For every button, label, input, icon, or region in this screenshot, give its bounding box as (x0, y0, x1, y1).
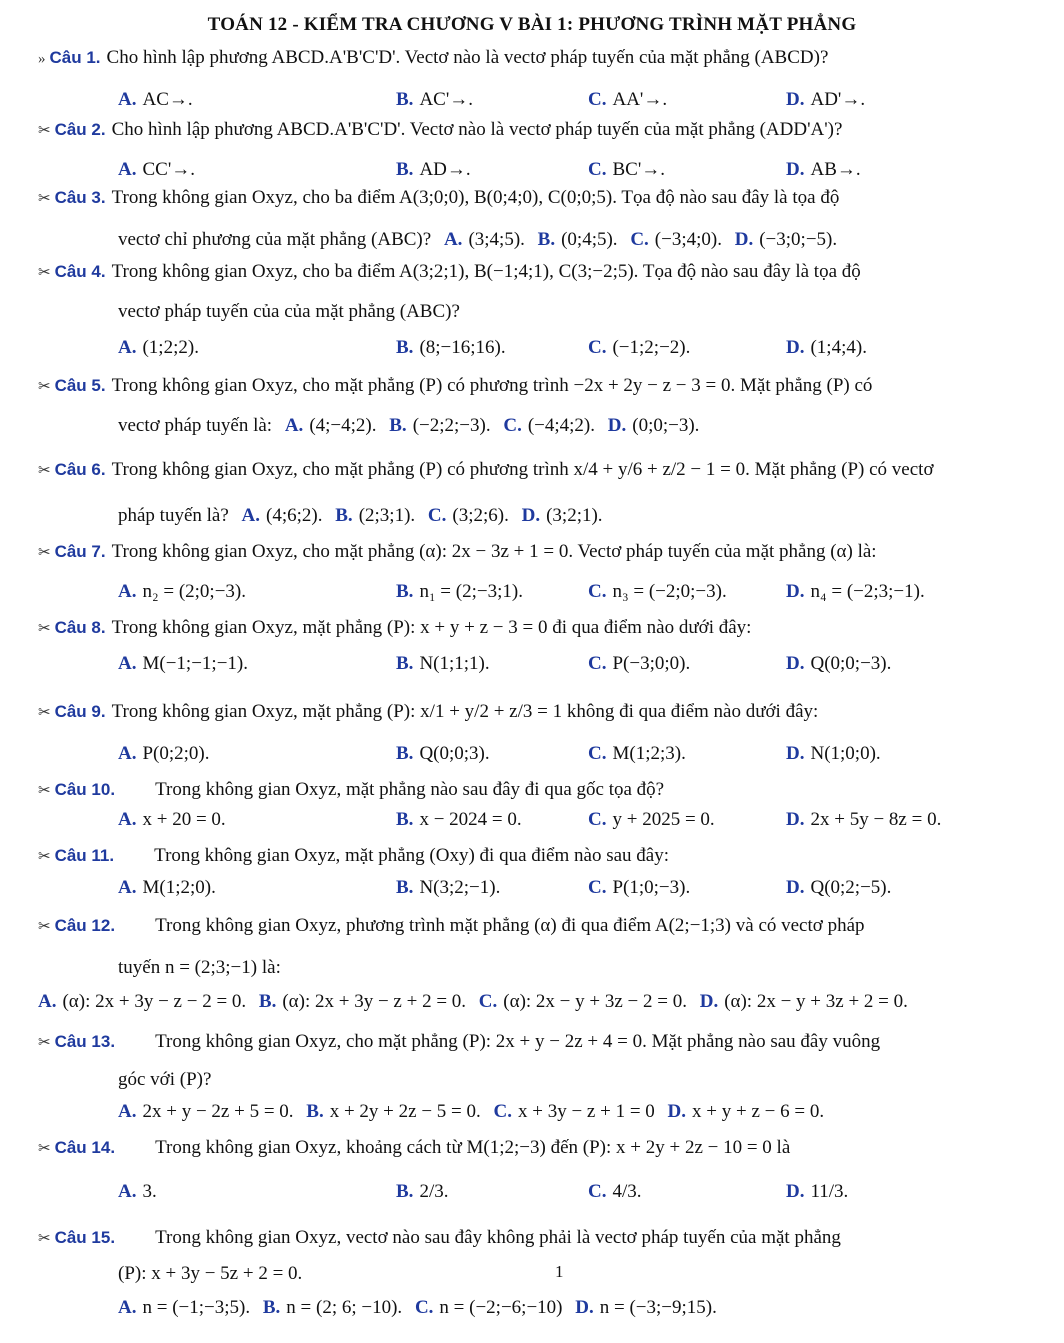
scissors-icon: ✂ (38, 379, 51, 395)
scissors-icon: ✂ (38, 919, 51, 935)
option-a (242, 505, 323, 526)
option-letter: A. (284, 415, 304, 436)
option-c (428, 505, 509, 526)
option-text: (1;4;4). (810, 337, 867, 358)
option-text: y + 2025 = 0. (612, 809, 715, 830)
question-9-stem (38, 698, 818, 727)
option-d (786, 1178, 848, 1206)
scissors-icon: ✂ (38, 783, 51, 799)
option-text: (1;2;2). (142, 337, 199, 358)
option-letter: B. (306, 1101, 324, 1122)
option-d (786, 156, 861, 184)
option-letter: A. (118, 1101, 137, 1122)
option-c (588, 1178, 642, 1206)
option-letter: A. (38, 991, 57, 1012)
option-text: (0;0;−3). (632, 415, 700, 436)
option-letter: C. (588, 337, 607, 358)
option-letter: D. (786, 877, 805, 898)
option-text: AD→. (419, 159, 471, 180)
option-a (38, 991, 246, 1012)
option-letter: A. (118, 743, 137, 764)
option-b (396, 334, 506, 362)
option-text: AC→. (142, 89, 193, 110)
option-text: AD'→. (810, 89, 866, 110)
question-text: pháp tuyến là? (118, 505, 229, 526)
option-c (415, 1297, 563, 1318)
question-marker: » (38, 51, 46, 67)
question-12-stem (38, 912, 865, 941)
question-13-options (118, 1098, 824, 1126)
option-text: N(1;1;1). (419, 653, 490, 674)
option-letter: D. (786, 89, 805, 110)
option-letter: D. (607, 415, 627, 436)
option-c (494, 1101, 655, 1122)
option-letter: B. (396, 653, 414, 674)
question-label: Câu 1. (49, 48, 101, 67)
option-text: M(−1;−1;−1). (142, 653, 248, 674)
question-text: Trong không gian Oxyz, mặt phẳng (Oxy) đi qua điểm nào sau đây: (154, 845, 669, 866)
option-d (786, 334, 867, 362)
question-3-stem-cont (118, 226, 837, 254)
option-b (335, 505, 415, 526)
option-text: P(1;0;−3). (612, 877, 691, 898)
option-a (118, 334, 199, 362)
option-c (588, 578, 727, 606)
option-letter: B. (396, 89, 414, 110)
option-letter: C. (588, 581, 607, 602)
option-d (786, 86, 865, 114)
option-text: 2/3. (419, 1181, 449, 1202)
option-letter: C. (630, 229, 649, 250)
option-d (786, 806, 941, 834)
scissors-icon: ✂ (38, 1141, 51, 1157)
option-letter: A. (118, 1297, 137, 1318)
question-text: Cho hình lập phương ABCD.A'B'C'D'. Vectơ nào là vectơ pháp tuyến của mặt phẳng (ADD'A')? (111, 119, 843, 140)
question-text: Trong không gian Oxyz, cho ba điểm A(3;2;1), B(−1;4;1), C(3;−2;5). Tọa độ nào sau đây là tọa độ (111, 261, 861, 282)
question-label: Câu 7. (54, 542, 106, 561)
option-a (118, 578, 246, 606)
option-letter: D. (699, 991, 719, 1012)
question-text: Trong không gian Oxyz, mặt phẳng (P): x + y + z − 3 = 0 đi qua điểm nào dưới đây: (111, 617, 752, 638)
option-d (786, 874, 891, 902)
option-a (285, 415, 377, 436)
option-a (444, 229, 525, 250)
option-text: 2x + y − 2z + 5 = 0. (142, 1101, 294, 1122)
option-text: Q(0;0;3). (419, 743, 490, 764)
option-letter: C. (588, 159, 607, 180)
option-text: AA'→. (612, 89, 668, 110)
option-b (396, 86, 473, 114)
question-text: Trong không gian Oxyz, cho ba điểm A(3;0;0), B(0;4;0), C(0;0;5). Tọa độ nào sau đây là tọa độ (111, 187, 840, 208)
option-c (588, 650, 690, 678)
option-b (389, 415, 490, 436)
option-text: (4;6;2). (266, 505, 323, 526)
option-a (118, 740, 210, 768)
option-letter: B. (396, 581, 414, 602)
question-label: Câu 13. (54, 1032, 116, 1051)
option-text: (−4;4;2). (527, 415, 596, 436)
option-text: P(−3;0;0). (612, 653, 691, 674)
option-text: n = (−1;−3;5). (142, 1297, 251, 1318)
option-letter: D. (786, 581, 805, 602)
option-text: x + 20 = 0. (142, 809, 226, 830)
option-letter: B. (396, 877, 414, 898)
question-text: Trong không gian Oxyz, cho mặt phẳng (P): 2x + y − 2z + 4 = 0. Mặt phẳng nào sau đây vuông (155, 1031, 881, 1052)
option-c (503, 415, 595, 436)
option-d (575, 1297, 717, 1318)
option-d (608, 415, 700, 436)
question-13-stem-cont (118, 1066, 211, 1094)
question-label: Câu 6. (54, 460, 106, 479)
option-c (479, 991, 687, 1012)
question-label: Câu 15. (54, 1228, 116, 1247)
option-letter: A. (118, 1181, 137, 1202)
option-text: Q(0;0;−3). (810, 653, 892, 674)
question-text: Trong không gian Oxyz, cho mặt phẳng (α): 2x − 3z + 1 = 0. Vectơ pháp tuyến của mặt phẳng (α) là: (111, 541, 877, 562)
question-label: Câu 3. (54, 188, 106, 207)
option-text: BC'→. (612, 159, 666, 180)
option-text: n₁ = (2;−3;1). (419, 581, 523, 602)
question-15-options (118, 1294, 717, 1322)
option-text: (α): 2x − y + 3z − 2 = 0. (503, 991, 687, 1012)
option-letter: D. (786, 337, 805, 358)
scissors-icon: ✂ (38, 463, 51, 479)
option-text: (α): 2x − y + 3z + 2 = 0. (724, 991, 908, 1012)
option-letter: B. (537, 229, 556, 250)
option-text: (4;−4;2). (309, 415, 377, 436)
question-5-stem (38, 372, 872, 401)
option-text: n = (−2;−6;−10) (439, 1297, 563, 1318)
question-text: Trong không gian Oxyz, phương trình mặt phẳng (α) đi qua điểm A(2;−1;3) và có vectơ pháp (155, 915, 865, 936)
option-text: (2;3;1). (358, 505, 416, 526)
question-1-stem (38, 44, 828, 73)
option-letter: C. (588, 653, 607, 674)
option-text: (3;4;5). (468, 229, 525, 250)
option-c (588, 740, 686, 768)
question-3-stem (38, 184, 839, 213)
option-letter: A. (118, 89, 137, 110)
option-text: (−3;4;0). (654, 229, 722, 250)
option-d (522, 505, 603, 526)
option-a (118, 806, 226, 834)
scissors-icon: ✂ (38, 1035, 51, 1051)
option-text: x − 2024 = 0. (419, 809, 522, 830)
option-b (396, 578, 523, 606)
option-text: 4/3. (612, 1181, 642, 1202)
option-b (396, 650, 490, 678)
question-text: Trong không gian Oxyz, khoảng cách từ M(1;2;−3) đến (P): x + 2y + 2z − 10 = 0 là (155, 1137, 791, 1158)
option-letter: D. (786, 159, 805, 180)
option-d (735, 229, 837, 250)
question-text: Trong không gian Oxyz, mặt phẳng (P): x/1 + y/2 + z/3 = 1 không đi qua điểm nào dưới đây: (111, 701, 819, 722)
option-letter: B. (389, 415, 407, 436)
question-text: Cho hình lập phương ABCD.A'B'C'D'. Vectơ nào là vectơ pháp tuyến của mặt phẳng (ABCD)? (106, 47, 829, 68)
scissors-icon: ✂ (38, 265, 51, 281)
option-a (118, 156, 195, 184)
option-letter: C. (493, 1101, 512, 1122)
scissors-icon: ✂ (38, 545, 51, 561)
option-a (118, 86, 193, 114)
question-6-stem-cont (118, 502, 603, 530)
option-letter: A. (118, 877, 137, 898)
scissors-icon: ✂ (38, 849, 51, 865)
option-text: 2x + 5y − 8z = 0. (810, 809, 942, 830)
question-4-stem-cont (118, 298, 460, 326)
option-c (630, 229, 722, 250)
option-text: n₂ = (2;0;−3). (142, 581, 247, 602)
option-text: (−3;0;−5). (759, 229, 838, 250)
option-d (786, 578, 925, 606)
option-d (786, 740, 881, 768)
option-b (396, 874, 500, 902)
question-text: Trong không gian Oxyz, vectơ nào sau đây không phải là vectơ pháp tuyến của mặt phẳng (155, 1227, 841, 1248)
question-6-stem (38, 456, 934, 485)
option-letter: A. (118, 337, 137, 358)
option-b (396, 1178, 448, 1206)
question-label: Câu 10. (54, 780, 116, 799)
question-text: (P): x + 3y − 5z + 2 = 0. (118, 1263, 303, 1284)
option-letter: A. (241, 505, 261, 526)
question-text: tuyến n = (2;3;−1) là: (118, 957, 281, 978)
option-text: P(0;2;0). (142, 743, 210, 764)
option-text: x + 3y − z + 1 = 0 (518, 1101, 655, 1122)
option-a (118, 1101, 294, 1122)
question-text: Trong không gian Oxyz, cho mặt phẳng (P) có phương trình −2x + 2y − z − 3 = 0. Mặt phẳng (P) có (111, 375, 873, 396)
option-text: x + 2y + 2z − 5 = 0. (329, 1101, 481, 1122)
option-letter: C. (588, 743, 607, 764)
option-b (396, 156, 471, 184)
option-text: (α): 2x + 3y − z + 2 = 0. (282, 991, 467, 1012)
question-12-options (38, 988, 908, 1016)
option-text: (0;4;5). (561, 229, 618, 250)
question-label: Câu 5. (54, 376, 106, 395)
option-d (668, 1101, 825, 1122)
option-letter: C. (588, 1181, 607, 1202)
option-text: (3;2;1). (546, 505, 603, 526)
question-15-stem (38, 1224, 841, 1253)
question-15-stem-cont (118, 1260, 302, 1288)
option-text: n₄ = (−2;3;−1). (810, 581, 925, 602)
option-text: M(1;2;0). (142, 877, 216, 898)
option-b (306, 1101, 480, 1122)
option-text: AB→. (810, 159, 861, 180)
option-letter: B. (335, 505, 353, 526)
question-text: Trong không gian Oxyz, mặt phẳng nào sau đây đi qua gốc tọa độ? (155, 779, 665, 800)
option-d (700, 991, 908, 1012)
option-letter: B. (396, 743, 414, 764)
question-label: Câu 12. (54, 916, 116, 935)
option-b (396, 740, 490, 768)
scissors-icon: ✂ (38, 705, 51, 721)
option-a (118, 874, 216, 902)
option-letter: D. (575, 1297, 594, 1318)
option-text: (−2;2;−3). (412, 415, 491, 436)
question-12-stem-cont (118, 954, 281, 982)
question-text: vectơ chỉ phương của mặt phẳng (ABC)? (118, 229, 432, 250)
question-13-stem (38, 1028, 880, 1057)
option-letter: D. (786, 653, 805, 674)
option-letter: D. (734, 229, 754, 250)
scissors-icon: ✂ (38, 123, 51, 139)
option-c (588, 86, 667, 114)
question-text: vectơ pháp tuyến của của mặt phẳng (ABC)? (118, 301, 460, 322)
option-text: (α): 2x + 3y − z − 2 = 0. (62, 991, 247, 1012)
option-letter: B. (258, 991, 277, 1012)
question-8-stem (38, 614, 751, 643)
page-title: TOÁN 12 - KIỂM TRA CHƯƠNG V BÀI 1: PHƯƠNG TRÌNH MẶT PHẲNG (207, 14, 857, 35)
option-letter: D. (786, 743, 805, 764)
option-text: (8;−16;16). (419, 337, 506, 358)
option-text: N(3;2;−1). (419, 877, 501, 898)
option-b (263, 1297, 402, 1318)
question-14-stem (38, 1134, 790, 1163)
option-b (538, 229, 618, 250)
option-text: n = (−3;−9;15). (599, 1297, 717, 1318)
option-text: CC'→. (142, 159, 196, 180)
option-letter: D. (786, 809, 805, 830)
option-text: 3. (142, 1181, 157, 1202)
option-text: M(1;2;3). (612, 743, 686, 764)
option-letter: A. (118, 809, 137, 830)
option-d (786, 650, 891, 678)
option-text: N(1;0;0). (810, 743, 881, 764)
scissors-icon: ✂ (38, 191, 51, 207)
option-text: 11/3. (810, 1181, 849, 1202)
option-text: AC'→. (419, 89, 474, 110)
question-2-stem (38, 116, 842, 145)
option-c (588, 334, 690, 362)
option-letter: C. (588, 877, 607, 898)
option-b (259, 991, 466, 1012)
option-a (118, 1297, 250, 1318)
question-label: Câu 14. (54, 1138, 116, 1157)
option-letter: C. (588, 809, 607, 830)
question-label: Câu 4. (54, 262, 106, 281)
question-11-stem (38, 842, 669, 871)
option-letter: C. (478, 991, 498, 1012)
option-letter: D. (521, 505, 541, 526)
scissors-icon: ✂ (38, 621, 51, 637)
question-label: Câu 8. (54, 618, 106, 637)
option-letter: B. (396, 337, 414, 358)
question-5-stem-cont (118, 412, 699, 440)
option-a (118, 650, 248, 678)
option-letter: C. (503, 415, 522, 436)
option-letter: B. (396, 809, 414, 830)
option-c (588, 156, 665, 184)
question-label: Câu 2. (54, 120, 106, 139)
option-text: (−1;2;−2). (612, 337, 691, 358)
question-text: Trong không gian Oxyz, cho mặt phẳng (P) có phương trình x/4 + y/6 + z/2 − 1 = 0. Mặt phẳng (P) có vectơ (111, 459, 934, 480)
option-letter: D. (786, 1181, 805, 1202)
option-text: Q(0;2;−5). (810, 877, 892, 898)
page-number: 1 (555, 1262, 564, 1281)
option-a (118, 1178, 157, 1206)
option-letter: C. (427, 505, 447, 526)
question-label: Câu 11. (54, 846, 115, 865)
question-label: Câu 9. (54, 702, 106, 721)
option-text: x + y + z − 6 = 0. (692, 1101, 825, 1122)
option-text: n = (2; 6; −10). (286, 1297, 403, 1318)
option-b (396, 806, 522, 834)
scissors-icon: ✂ (38, 1231, 51, 1247)
option-letter: C. (414, 1297, 434, 1318)
option-letter: C. (588, 89, 607, 110)
option-text: n₃ = (−2;0;−3). (612, 581, 727, 602)
option-c (588, 806, 715, 834)
option-letter: B. (396, 159, 414, 180)
option-letter: A. (118, 653, 137, 674)
question-text: góc với (P)? (118, 1069, 212, 1090)
option-letter: B. (262, 1297, 281, 1318)
option-letter: A. (118, 159, 137, 180)
option-letter: B. (396, 1181, 414, 1202)
option-letter: A. (443, 229, 463, 250)
option-letter: A. (118, 581, 137, 602)
option-c (588, 874, 690, 902)
question-4-stem (38, 258, 861, 287)
question-text: vectơ pháp tuyến là: (118, 415, 273, 436)
question-7-stem (38, 538, 877, 567)
option-letter: D. (667, 1101, 687, 1122)
question-10-stem (38, 776, 664, 805)
option-text: (3;2;6). (452, 505, 509, 526)
